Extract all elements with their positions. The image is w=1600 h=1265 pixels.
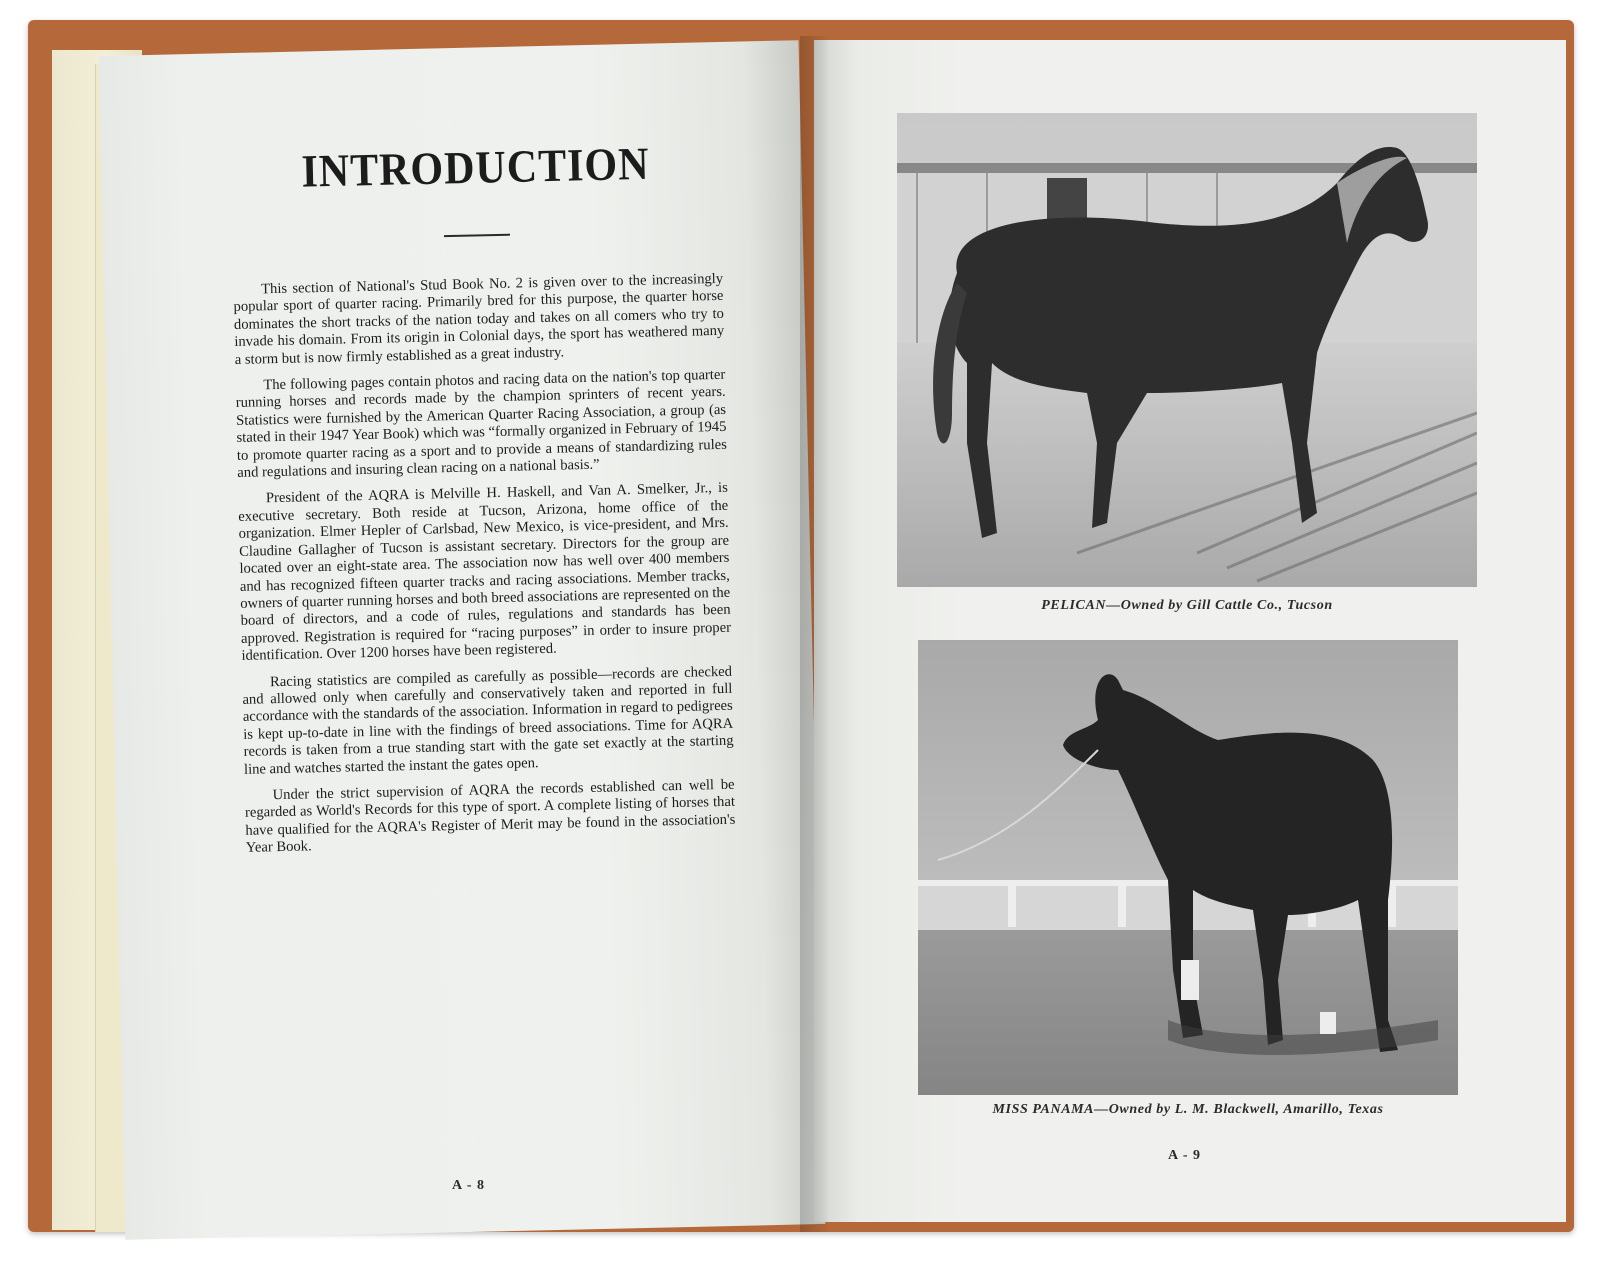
- paragraph: The following pages contain photos and racing data on the nation's top quarter running horses and records made by the champion sprinters of recent years. Statistics were furnished by the American Quarter Racing Association, a group (as stated in their 1947 Year Book) which was “formally organized in February of 1945 to promote quarter racing as a sport and to provide a means of standardizing rules and regulations and insuring clean racing on a national basis.”: [235, 366, 727, 481]
- introduction-body: [233, 271, 736, 858]
- book-gutter: [800, 36, 828, 1232]
- page-title: INTRODUCTION: [300, 139, 651, 198]
- introduction-section: [230, 139, 736, 867]
- photo-pelican: [897, 113, 1477, 587]
- photo-miss-panama: [918, 640, 1458, 1095]
- paragraph: Under the strict supervision of AQRA the records established can well be regarded as World's Records for this type of sport. A complete listing of horses that have qualified for the AQRA's Register of Merit may be found in the association's Year Book.: [244, 776, 736, 857]
- photo-caption-miss-panama: MISS PANAMA—Owned by L. M. Blackwell, Amarillo, Texas: [992, 1102, 1384, 1117]
- paragraph: Racing statistics are compiled as carefully as possible—records are checked and allowed only when carefully and conservatively taken and reported in full accordance with the standards of the association. Information in regard to pedigrees is kept up-to-date in line with the findings of breed associations. Time for AQRA records is taken from a true standing start with the gate set exactly at the starting line and watches started the instant the gates open.: [242, 663, 734, 778]
- page-number-right: A - 9: [1168, 1148, 1201, 1163]
- page-number-left: A - 8: [452, 1178, 485, 1193]
- title-divider: [444, 234, 510, 237]
- photo-caption-pelican: PELICAN—Owned by Gill Cattle Co., Tucson: [1041, 598, 1333, 613]
- paragraph: President of the AQRA is Melville H. Haskell, and Van A. Smelker, Jr., is executive secretary. Both reside at Tucson, Arizona, home office of the organization. Elmer Hepler of Carlsbad, New Mexico, is vice-president, and Mrs. Claudine Gallagher of Tucson is assistant secretary. Directors for the group are located over an eight-state area. The association now has well over 400 members and has recognized fifteen quarter tracks and racing associations. Member tracks, owners of quarter running horses and both breed associations are represented on the board of directors, and a code of rules, regulations and standards has been approved. Registration is required for “racing purposes” in order to insure proper identification. Over 1200 horses have been registered.: [238, 480, 732, 664]
- paragraph: This section of National's Stud Book No. 2 is given over to the increasingly popular sport of quarter racing. Primarily bred for this purpose, the quarter horse dominates the short tracks of the nation today and takes on all comers who try to invade his domain. From its origin in Colonial days, the sport has weathered many a storm but is now firmly established as a great industry.: [233, 270, 725, 368]
